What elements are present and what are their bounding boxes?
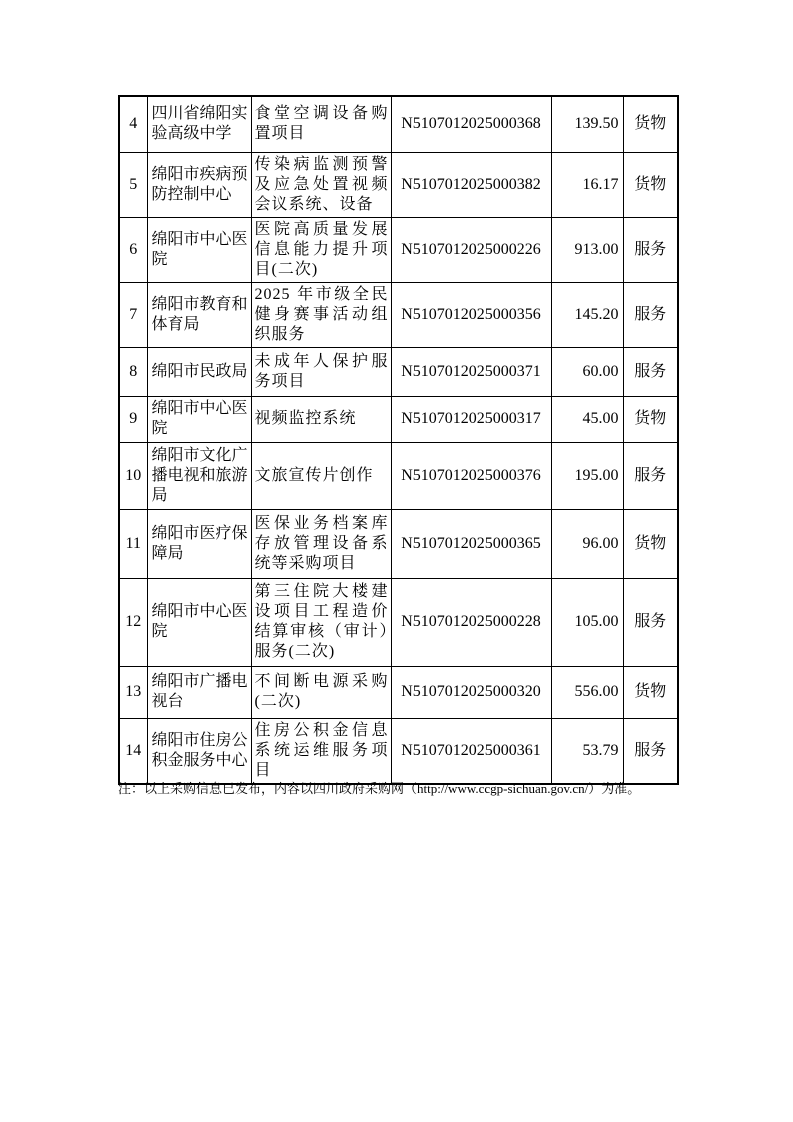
category-cell: 服务	[623, 347, 678, 396]
amount-cell: 60.00	[551, 347, 623, 396]
amount-cell: 139.50	[551, 96, 623, 152]
table-row	[119, 396, 678, 442]
table-row	[119, 578, 678, 666]
project-name-cell: 文旅宣传片创作	[251, 442, 391, 509]
project-name-cell: 食堂空调设备购置项目	[251, 96, 391, 152]
row-number-cell: 13	[119, 666, 147, 718]
row-number-cell: 6	[119, 217, 147, 282]
table-row	[119, 666, 678, 718]
project-name-cell: 不间断电源采购(二次)	[251, 666, 391, 718]
amount-cell: 16.17	[551, 152, 623, 217]
category-cell: 服务	[623, 578, 678, 666]
project-id-cell: N5107012025000365	[391, 509, 551, 578]
project-id-cell: N5107012025000361	[391, 718, 551, 784]
category-cell: 货物	[623, 96, 678, 152]
purchaser-cell: 绵阳市文化广播电视和旅游局	[147, 442, 251, 509]
project-id-cell: N5107012025000317	[391, 396, 551, 442]
project-id-cell: N5107012025000382	[391, 152, 551, 217]
purchaser-cell: 绵阳市中心医院	[147, 578, 251, 666]
category-cell: 服务	[623, 442, 678, 509]
category-cell: 货物	[623, 396, 678, 442]
table-row	[119, 442, 678, 509]
amount-cell: 96.00	[551, 509, 623, 578]
amount-cell: 195.00	[551, 442, 623, 509]
project-name-cell: 住房公积金信息系统运维服务项目	[251, 718, 391, 784]
project-id-cell: N5107012025000228	[391, 578, 551, 666]
row-number-cell: 14	[119, 718, 147, 784]
table-row	[119, 217, 678, 282]
project-name-cell: 医院高质量发展信息能力提升项目(二次)	[251, 217, 391, 282]
purchaser-cell: 绵阳市医疗保障局	[147, 509, 251, 578]
purchaser-cell: 绵阳市住房公积金服务中心	[147, 718, 251, 784]
procurement-table	[118, 95, 679, 785]
project-id-cell: N5107012025000371	[391, 347, 551, 396]
row-number-cell: 10	[119, 442, 147, 509]
purchaser-cell: 绵阳市中心医院	[147, 217, 251, 282]
row-number-cell: 7	[119, 282, 147, 347]
category-cell: 服务	[623, 718, 678, 784]
project-id-cell: N5107012025000376	[391, 442, 551, 509]
amount-cell: 145.20	[551, 282, 623, 347]
table-row	[119, 152, 678, 217]
row-number-cell: 9	[119, 396, 147, 442]
table-row	[119, 96, 678, 152]
table-row	[119, 509, 678, 578]
amount-cell: 53.79	[551, 718, 623, 784]
row-number-cell: 4	[119, 96, 147, 152]
project-name-cell: 未成年人保护服务项目	[251, 347, 391, 396]
purchaser-cell: 四川省绵阳实验高级中学	[147, 96, 251, 152]
project-id-cell: N5107012025000368	[391, 96, 551, 152]
row-number-cell: 12	[119, 578, 147, 666]
project-name-cell: 2025 年市级全民健身赛事活动组织服务	[251, 282, 391, 347]
amount-cell: 913.00	[551, 217, 623, 282]
project-id-cell: N5107012025000356	[391, 282, 551, 347]
project-id-cell: N5107012025000320	[391, 666, 551, 718]
category-cell: 货物	[623, 509, 678, 578]
project-name-cell: 第三住院大楼建设项目工程造价结算审核（审计）服务(二次)	[251, 578, 391, 666]
table-row	[119, 718, 678, 784]
amount-cell: 556.00	[551, 666, 623, 718]
table-row	[119, 282, 678, 347]
project-name-cell: 传染病监测预警及应急处置视频会议系统、设备	[251, 152, 391, 217]
project-name-cell: 视频监控系统	[251, 396, 391, 442]
purchaser-cell: 绵阳市广播电视台	[147, 666, 251, 718]
project-name-cell: 医保业务档案库存放管理设备系统等采购项目	[251, 509, 391, 578]
row-number-cell: 11	[119, 509, 147, 578]
category-cell: 货物	[623, 152, 678, 217]
footnote: 注：以上采购信息已发布，内容以四川政府采购网（http://www.ccgp-sichuan.gov.cn/）为准。	[118, 781, 641, 796]
purchaser-cell: 绵阳市教育和体育局	[147, 282, 251, 347]
table-row	[119, 347, 678, 396]
project-id-cell: N5107012025000226	[391, 217, 551, 282]
amount-cell: 105.00	[551, 578, 623, 666]
category-cell: 服务	[623, 217, 678, 282]
procurement-table-body	[119, 96, 678, 784]
purchaser-cell: 绵阳市疾病预防控制中心	[147, 152, 251, 217]
category-cell: 货物	[623, 666, 678, 718]
purchaser-cell: 绵阳市民政局	[147, 347, 251, 396]
amount-cell: 45.00	[551, 396, 623, 442]
category-cell: 服务	[623, 282, 678, 347]
row-number-cell: 8	[119, 347, 147, 396]
row-number-cell: 5	[119, 152, 147, 217]
purchaser-cell: 绵阳市中心医院	[147, 396, 251, 442]
